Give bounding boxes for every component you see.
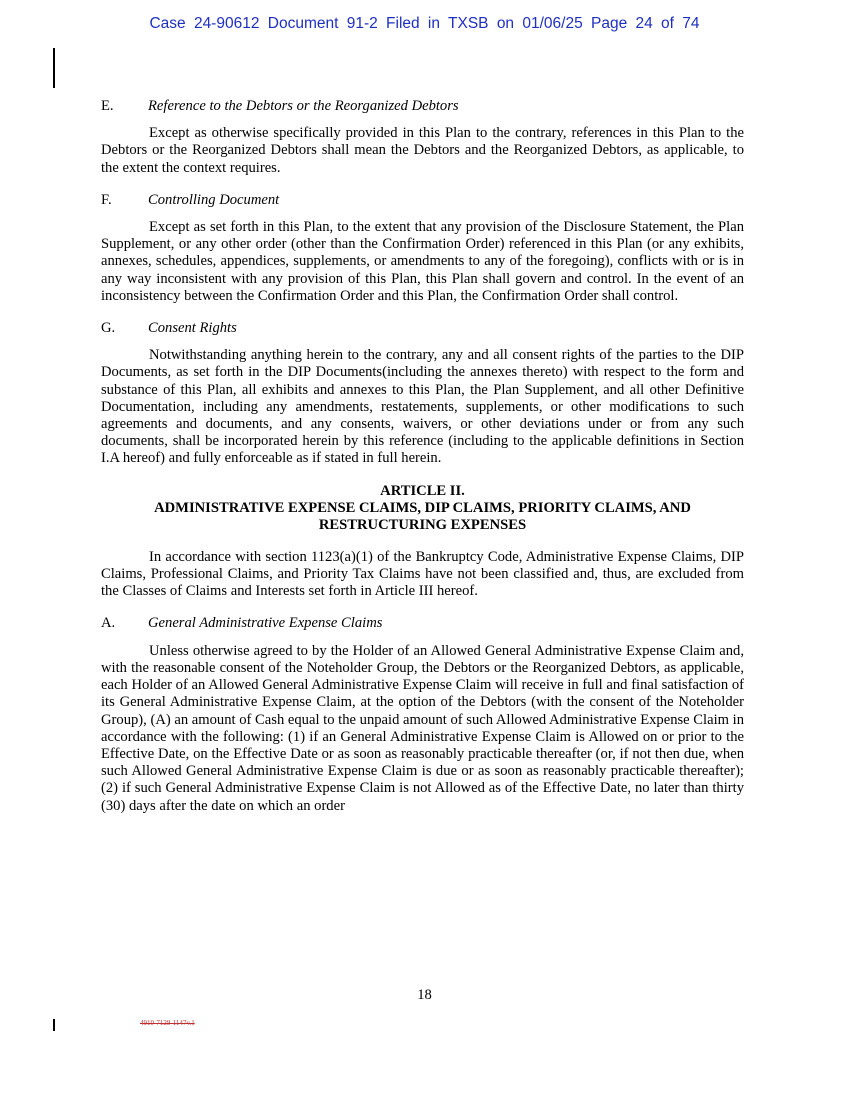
section-number: A. [101, 615, 116, 632]
section-g-paragraph: Notwithstanding anything herein to the contrary, any and all consent rights of the parties to the DIP Documents, as set forth in the DIP Documents(including the annexes thereto) with respect to the form and substance of this Plan, all exhibits and annexes to this Plan, the Plan Supplement, and all other Definitive Documentation, including any amendments, restatements, supplements, or other modifications to such agreements and documents, and any consents, waivers, or other deviations under or from any such documents, shall be incorporated herein by this reference (including to the applicable definitions in Section I.A hereof) and fully enforceable as if stated in full herein. [101, 347, 744, 467]
article-intro-paragraph: In accordance with section 1123(a)(1) of the Bankruptcy Code, Administrative Expense Claims, DIP Claims, Professional Claims, and Priority Tax Claims have not been classified and, thus, are excluded from the Classes of Claims and Interests set forth in Article III hereof. [101, 548, 744, 600]
change-bar-top [53, 48, 55, 88]
section-title: Controlling Document [148, 191, 280, 208]
article-heading [101, 483, 744, 535]
section-heading-a [101, 615, 744, 632]
section-title: Consent Rights [148, 320, 237, 337]
section-a-paragraph: Unless otherwise agreed to by the Holder of an Allowed General Administrative Expense Claim and, with the reasonable consent of the Noteholder Group, the Debtors or the Reorganized Debtors, as applicable, each Holder of an Allowed General Administrative Expense Claim will receive in full and final satisfaction of its General Administrative Expense Claim, at the option of the Debtors (with the consent of the Noteholder Group), (A) an amount of Cash equal to the unpaid amount of such Allowed Administrative Expense Claim in accordance with the following: (1) if an General Administrative Expense Claim is Allowed on or prior to the Effective Date, on the Effective Date or as soon as reasonably practicable thereafter (or, if not then due, when such Allowed General Administrative Expense Claim is due or as soon as reasonably practicable thereafter); (2) if such General Administrative Expense Claim is not Allowed as of the Effective Date, no later than thirty (30) days after the date on which an order [101, 642, 744, 814]
section-heading-e [101, 98, 744, 115]
section-f-paragraph: Except as set forth in this Plan, to the extent that any provision of the Disclosure Statement, the Plan Supplement, or any other order (other than the Confirmation Order) referenced in this Plan (or any exhibits, annexes, schedules, appendices, supplements, or amendments to any of the foregoing), conflicts with or is in any way inconsistent with any provision of this Plan, this Plan shall govern and control. In the event of an inconsistency between the Confirmation Order and this Plan, the Confirmation Order shall control. [101, 219, 744, 304]
page-number: 18 [417, 987, 432, 1003]
page-body [101, 98, 744, 830]
section-title: General Administrative Expense Claims [148, 615, 383, 632]
article-title-line-1: ADMINISTRATIVE EXPENSE CLAIMS, DIP CLAIMS, PRIORITY CLAIMS, AND [154, 500, 691, 517]
filing-header: Case 24-90612 Document 91-2 Filed in TXSB on 01/06/25 Page 24 of 74 [149, 15, 700, 32]
section-number: F. [101, 191, 112, 208]
article-title-line-2: RESTRUCTURING EXPENSES [318, 517, 527, 534]
article-label: ARTICLE II. [380, 482, 465, 499]
section-number: E. [101, 98, 114, 114]
document-id: 4910-7129-1147v.1 [140, 1019, 195, 1027]
section-number: G. [101, 320, 116, 337]
section-title: Reference to the Debtors or the Reorganized Debtors [148, 98, 459, 114]
section-heading-g [101, 320, 744, 337]
change-bar-bottom [53, 1019, 55, 1031]
section-e-paragraph: Except as otherwise specifically provided in this Plan to the contrary, references in this Plan to the Debtors or the Reorganized Debtors shall mean the Debtors and the Reorganized Debtors, as applicable, to the extent the context requires. [101, 125, 744, 176]
section-heading-f [101, 192, 744, 209]
